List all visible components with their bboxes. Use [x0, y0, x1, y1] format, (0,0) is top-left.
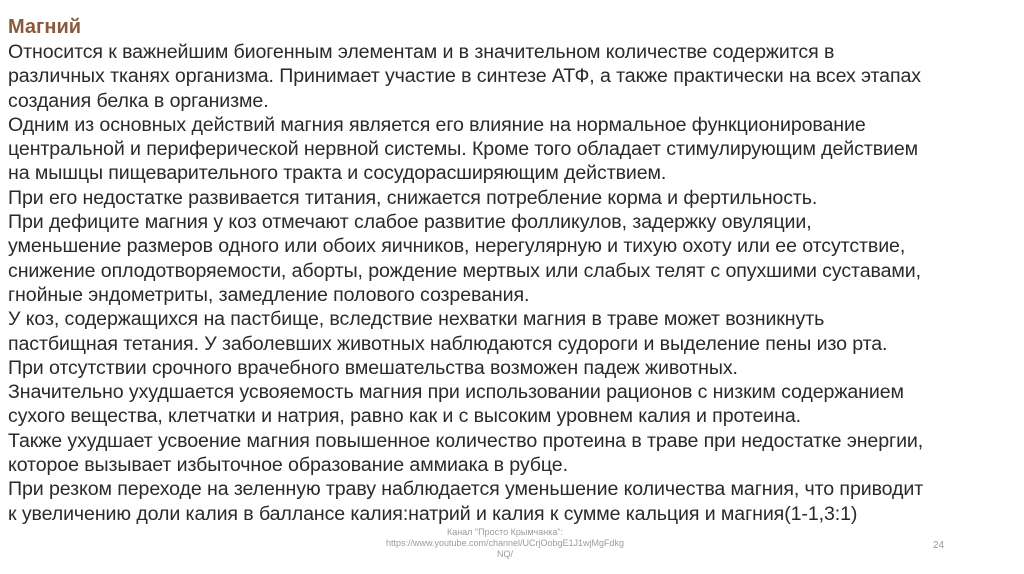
- slide-title: Магний: [8, 16, 82, 38]
- body-line: Также ухудшает усвоение магния повышенное количество протеина в траве при недостатке энергии,: [8, 429, 924, 452]
- channel-watermark: [330, 527, 680, 560]
- body-line: пастбищная тетания. У заболевших животных наблюдаются судороги и выделение пены изо рта.: [8, 332, 888, 355]
- body-line: различных тканях организма. Принимает участие в синтезе АТФ, а также практически на всех этапах: [8, 65, 921, 88]
- watermark-url[interactable]: https://www.youtube.com/channel/UCrjOobgE1J1wjMgFdkg: [385, 538, 625, 548]
- body-line: на мышцы пищеварительного тракта и сосудорасширяющим действием.: [8, 162, 667, 185]
- body-line: У коз, содержащихся на пастбище, вследствие нехватки магния в траве может возникнуть: [8, 308, 825, 331]
- body-line: Значительно ухудшается усвояемость магния при использовании рационов с низким содержанием: [8, 381, 904, 404]
- watermark-url-end[interactable]: NQ/: [496, 549, 513, 559]
- body-line: к увеличению доли калия в баллансе калия:натрий и калия к сумме кальция и магния(1-1,3:1): [8, 502, 858, 525]
- body-line: При отсутствии срочного врачебного вмешательства возможен падеж животных.: [8, 356, 738, 379]
- body-line: При его недостатке развивается титания, снижается потребление корма и фертильность.: [8, 186, 818, 209]
- body-line: которое вызывает избыточное образование аммиака в рубце.: [8, 454, 568, 477]
- body-line: гнойные эндометриты, замедление полового созревания.: [8, 283, 530, 306]
- watermark-channel-name: Канал "Просто Крымчанка":: [446, 527, 564, 537]
- body-line: уменьшение размеров одного или обоих яичников, нерегулярную и тихую охоту или ее отсутствие,: [8, 235, 906, 258]
- body-line: центральной и периферической нервной системы. Кроме того обладает стимулирующим действием: [8, 138, 919, 161]
- body-line: сухого вещества, клетчатки и натрия, равно как и с высоким уровнем калия и протеина.: [8, 405, 802, 428]
- body-line: создания белка в организме.: [8, 89, 269, 112]
- page-number: 24: [933, 540, 945, 551]
- body-line: При резком переходе на зеленную траву наблюдается уменьшение количества магния, что приводит: [8, 478, 924, 501]
- body-line: Одним из основных действий магния является его влияние на нормальное функционирование: [8, 113, 866, 136]
- body-line: При дефиците магния у коз отмечают слабое развитие фолликулов, задержку овуляции,: [8, 211, 812, 234]
- slide-body: [8, 40, 1020, 526]
- body-line: снижение оплодотворяемости, аборты, рождение мертвых или слабых телят с опухшими суставами,: [8, 259, 921, 282]
- body-line: Относится к важнейшим биогенным элементам и в значительном количестве содержится в: [8, 41, 835, 63]
